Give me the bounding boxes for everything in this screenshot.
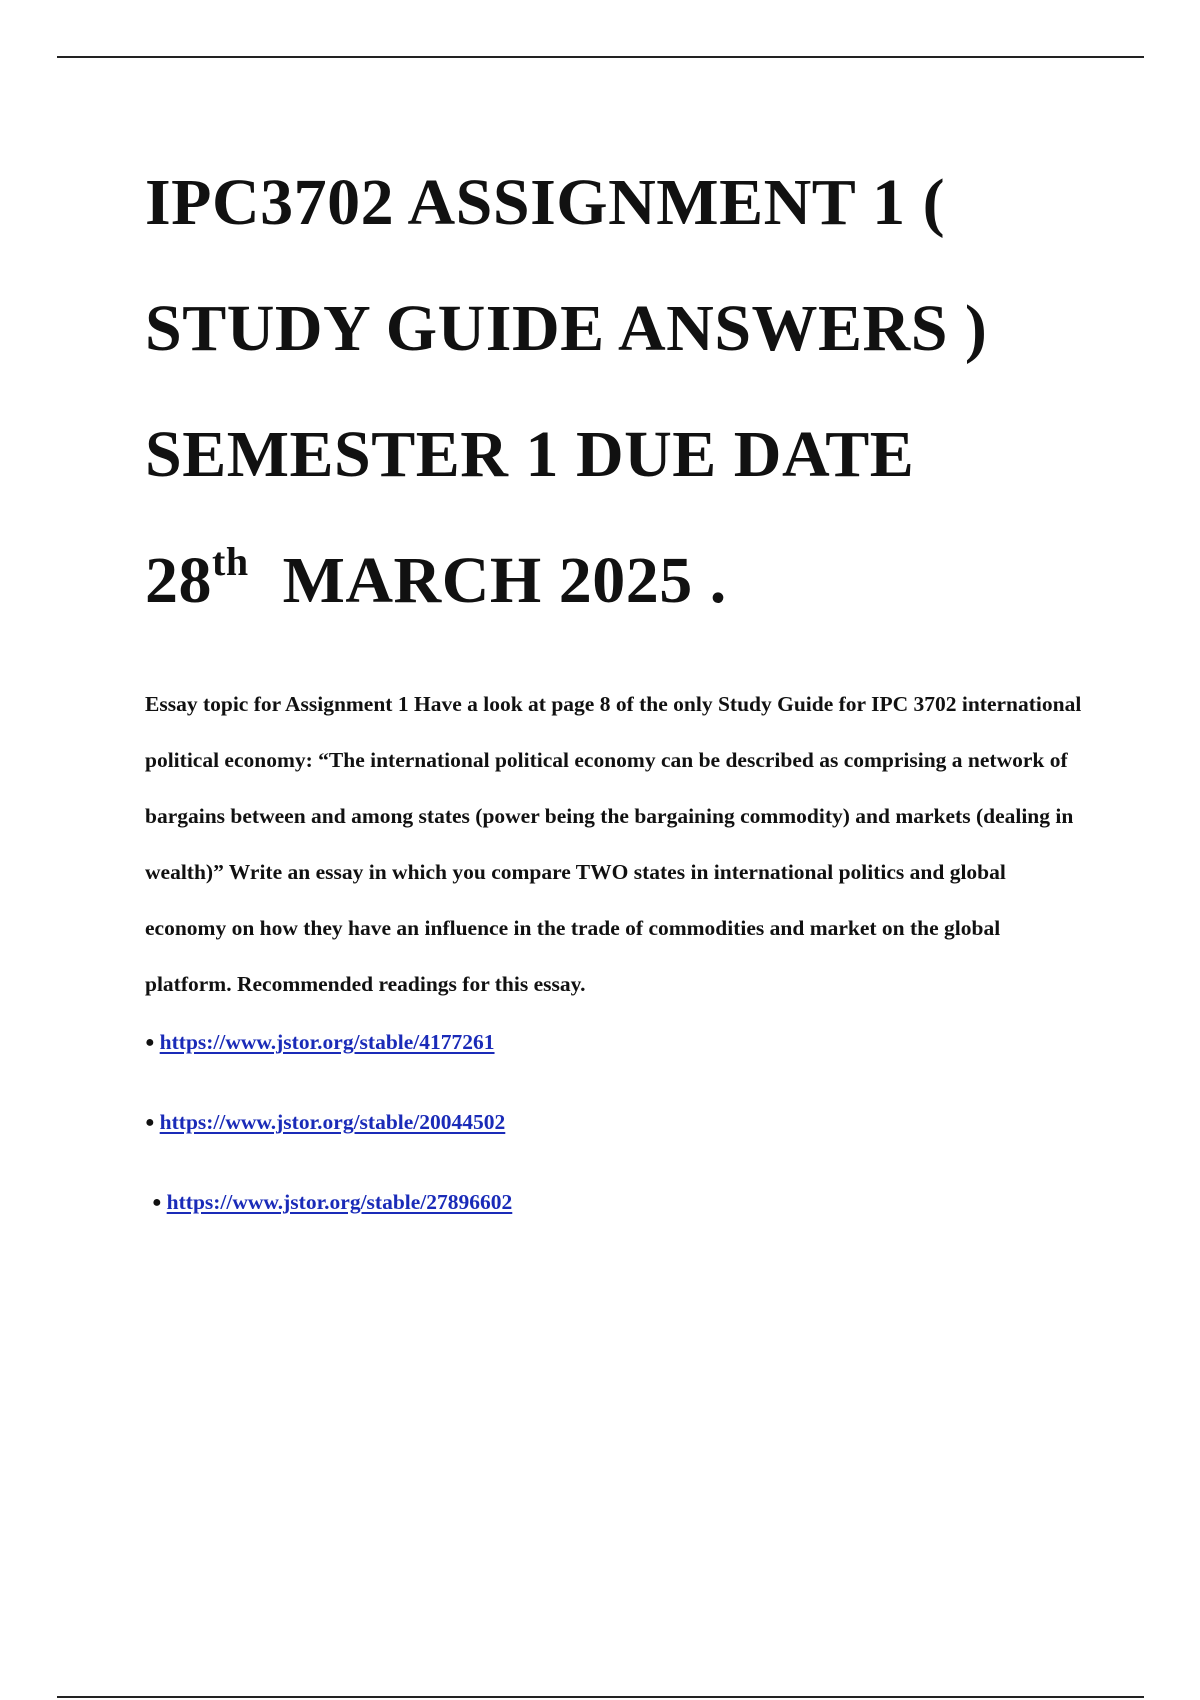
title-date-rest: MARCH 2025 .: [282, 544, 727, 617]
title-line-3: SEMESTER 1 DUE DATE: [145, 418, 915, 491]
document-title: [145, 140, 1105, 644]
top-rule: [57, 56, 1144, 58]
title-date-day: 28: [145, 544, 212, 617]
document-page: [145, 140, 1105, 1262]
bottom-rule: [57, 1696, 1144, 1698]
title-line-1: IPC3702 ASSIGNMENT 1 (: [145, 166, 946, 239]
essay-topic-paragraph: Essay topic for Assignment 1 Have a look at page 8 of the only Study Guide for IPC 3702 international political economy: “The international political economy can be described as comprising a network of bargains between and among states (power being the bargaining commodity) and markets (dealing in wealth)” Write an essay in which you compare TWO states in international politics and global economy on how they have an influence in the trade of commodities and market on the global platform. Recommended readings for this essay.: [145, 692, 1082, 996]
reading-link-1[interactable]: https://www.jstor.org/stable/4177261: [159, 1030, 495, 1054]
title-line-2: STUDY GUIDE ANSWERS ): [145, 292, 988, 365]
reading-item: [145, 1102, 1105, 1182]
reading-item: [145, 1022, 1105, 1102]
recommended-readings-list: [145, 1022, 1105, 1262]
reading-item: [145, 1182, 1105, 1262]
bullet-icon: ●: [145, 1114, 155, 1131]
bullet-icon: ●: [145, 1034, 155, 1051]
bullet-icon: ●: [152, 1194, 162, 1211]
reading-link-3[interactable]: https://www.jstor.org/stable/27896602: [166, 1190, 513, 1214]
reading-link-2[interactable]: https://www.jstor.org/stable/20044502: [159, 1110, 506, 1134]
title-date-suffix: th: [212, 539, 249, 584]
title-date-line: [145, 518, 1105, 644]
